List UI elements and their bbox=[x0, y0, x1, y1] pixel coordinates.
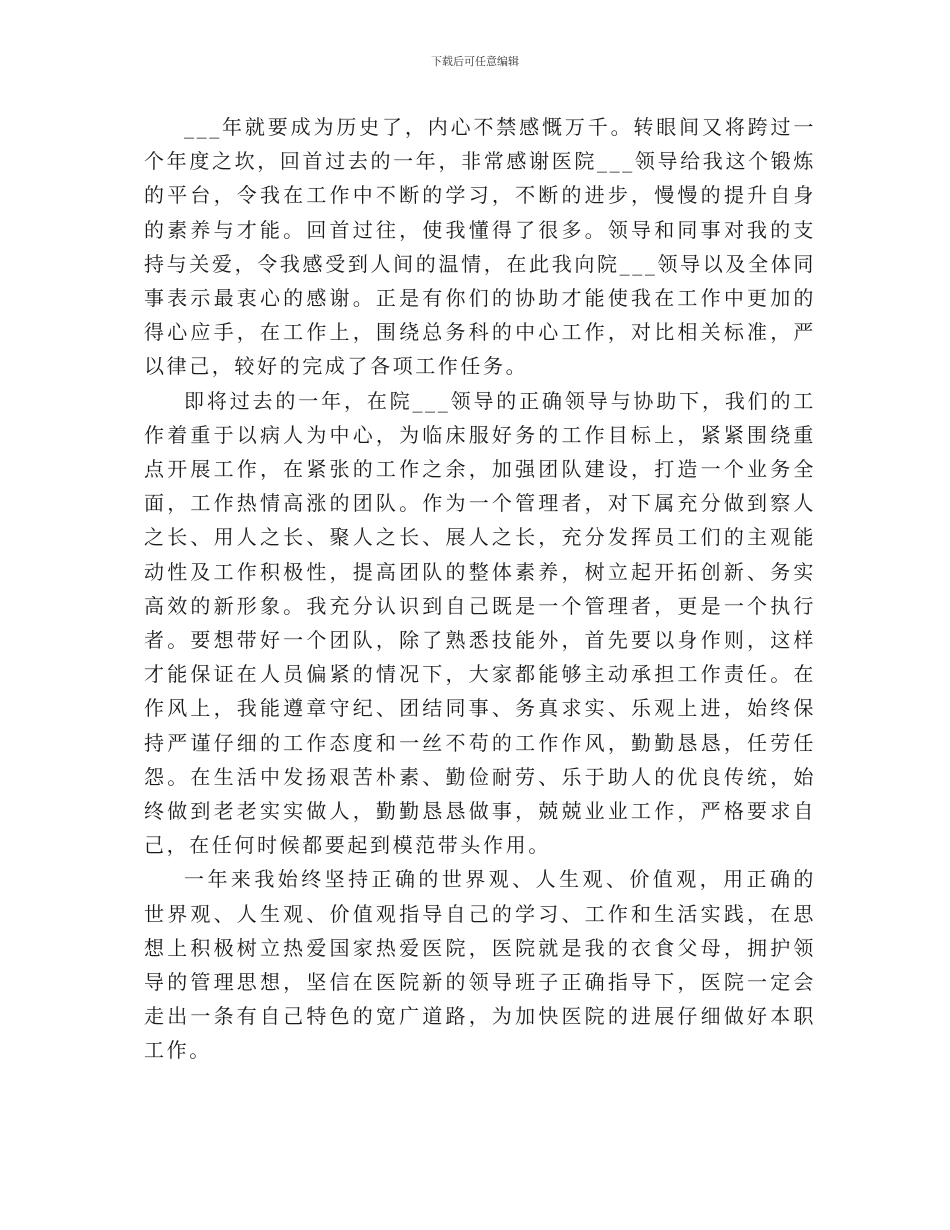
paragraph-1: ___年就要成为历史了，内心不禁感慨万千。转眼间又将跨过一个年度之坎，回首过去的一年，非常感谢医院___领导给我这个锻炼的平台，令我在工作中不断的学习，不断的进步，慢慢的提升自身的素养与才能。回首过往，使我懂得了很多。领导和同事对我的支持与关爱，令我感受到人间的温情，在此我向院___领导以及全体同事表示最衷心的感谢。正是有你们的协助才能使我在工作中更加的得心应手，在工作上，围绕总务科的中心工作，对比相关标准，严以律己，较好的完成了各项工作任务。 bbox=[144, 115, 816, 379]
page-header: 下载后可任意编辑 bbox=[431, 55, 519, 68]
document-body bbox=[144, 110, 816, 1068]
paragraph-2: 即将过去的一年，在院___领导的正确领导与协助下，我们的工作着重于以病人为中心，为临床服好务的工作目标上，紧紧围绕重点开展工作，在紧张的工作之余，加强团队建设，打造一个业务全面，工作热情高涨的团队。作为一个管理者，对下属充分做到察人之长、用人之长、聚人之长、展人之长，充分发挥员工们的主观能动性及工作积极性，提高团队的整体素养，树立起开拓创新、务实高效的新形象。我充分认识到自己既是一个管理者，更是一个执行者。要想带好一个团队，除了熟悉技能外，首先要以身作则，这样才能保证在人员偏紧的情况下，大家都能够主动承担工作责任。在作风上，我能遵章守纪、团结同事、务真求实、乐观上进，始终保持严谨仔细的工作态度和一丝不苟的工作作风，勤勤恳恳，任劳任怨。在生活中发扬艰苦朴素、勤俭耐劳、乐于助人的优良传统，始终做到老老实实做人，勤勤恳恳做事，兢兢业业工作，严格要求自己，在任何时候都要起到模范带头作用。 bbox=[144, 388, 816, 858]
paragraph-3: 一年来我始终坚持正确的世界观、人生观、价值观，用正确的世界观、人生观、价值观指导自己的学习、工作和生活实践，在思想上积极树立热爱国家热爱医院，医院就是我的衣食父母，拥护领导的管理思想，坚信在医院新的领导班子正确指导下，医院一定会走出一条有自己特色的宽广道路，为加快医院的进展仔细做好本职工作。 bbox=[144, 867, 816, 1063]
